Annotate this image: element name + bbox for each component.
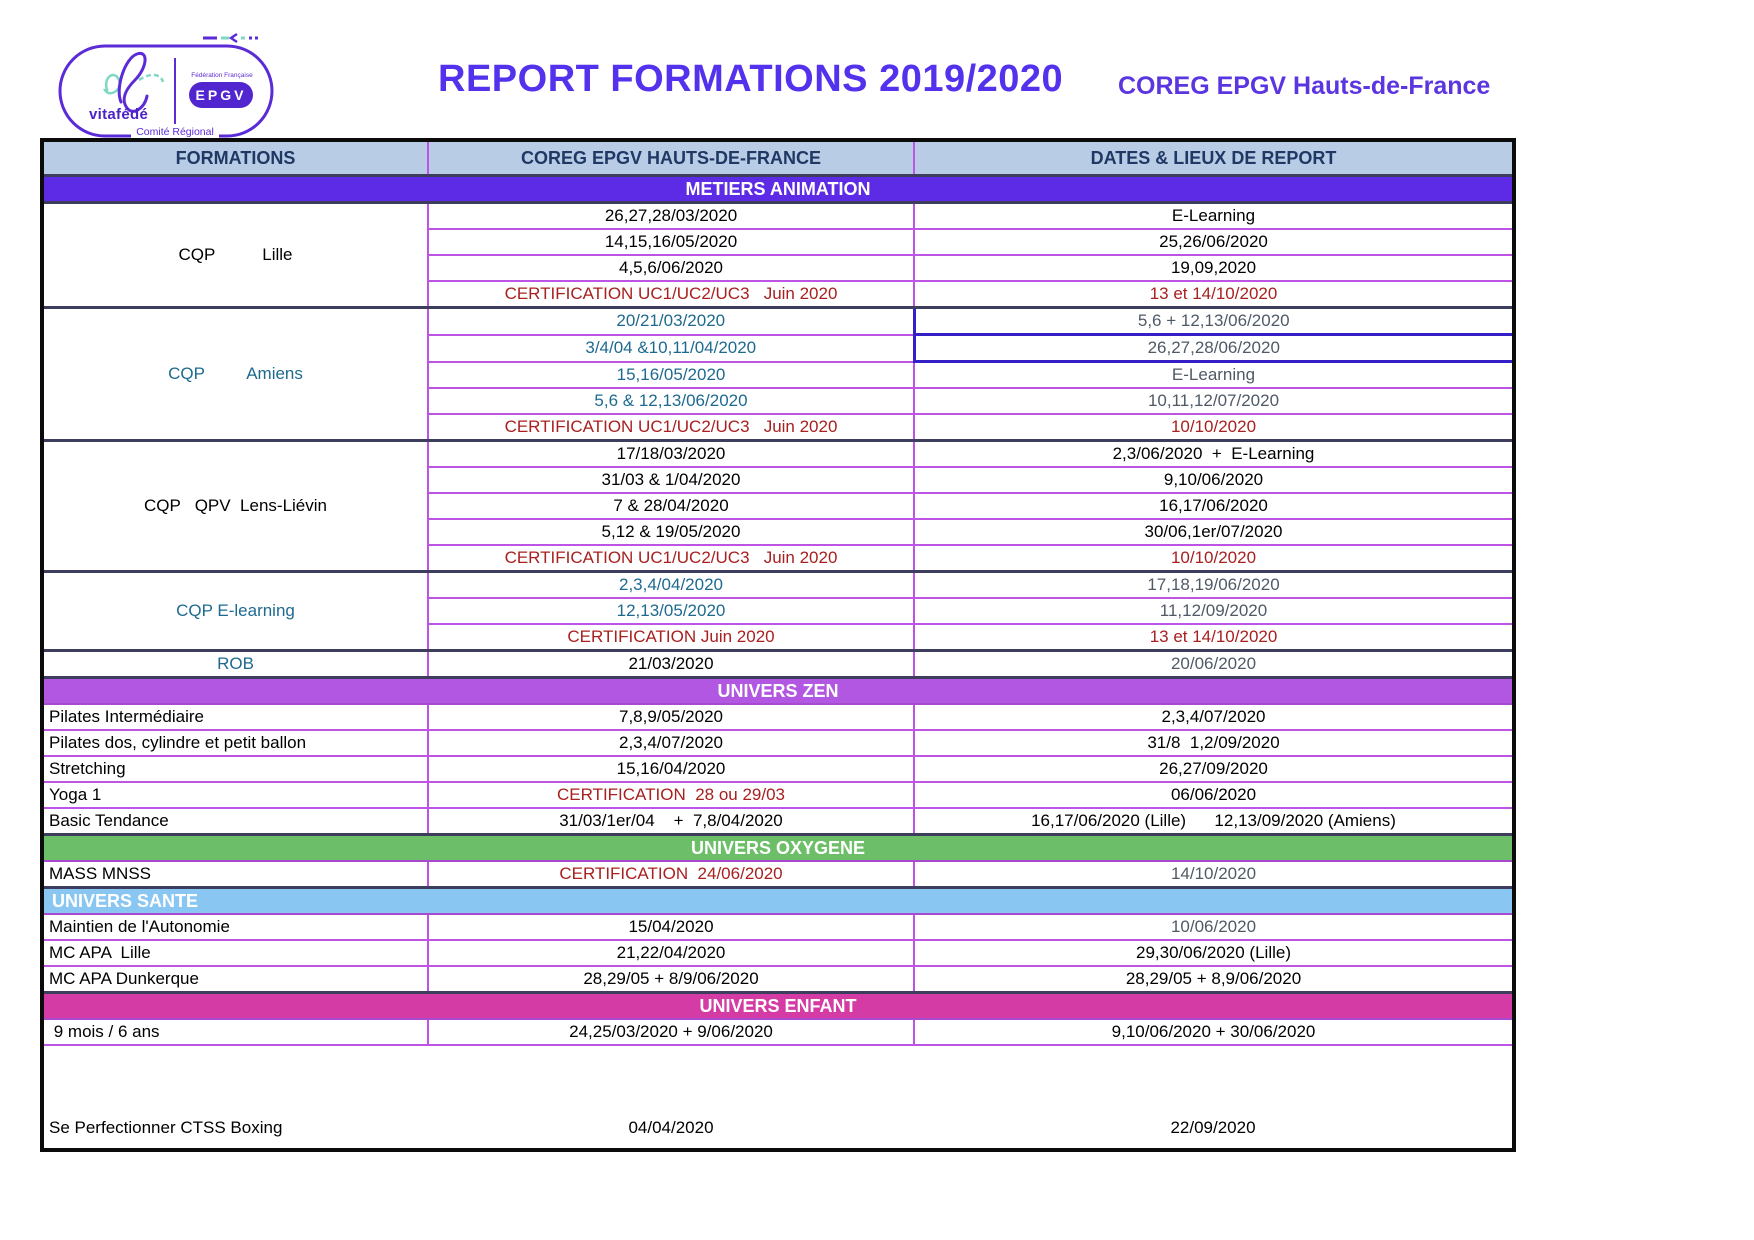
column-header-dates-lieux: DATES & LIEUX DE REPORT xyxy=(914,140,1514,176)
table-row xyxy=(42,441,1514,468)
report-dates-cell: 9,10/06/2020 + 30/06/2020 xyxy=(914,1019,1514,1045)
coreg-session-dates-cell: CERTIFICATION 28 ou 29/03 xyxy=(428,782,914,808)
section-band-row xyxy=(42,678,1514,705)
table-row xyxy=(42,861,1514,888)
formation-cell: Yoga 1 xyxy=(42,782,428,808)
table-row xyxy=(42,966,1514,993)
section-band-label: UNIVERS ENFANT xyxy=(42,993,1514,1020)
report-dates-cell: 10/10/2020 xyxy=(914,545,1514,572)
table-row xyxy=(42,1019,1514,1045)
formation-cell: MASS MNSS xyxy=(42,861,428,888)
report-dates-cell: 16,17/06/2020 (Lille) 12,13/09/2020 (Amiens) xyxy=(914,808,1514,835)
report-dates-cell: 31/8 1,2/09/2020 xyxy=(914,730,1514,756)
formation-cell: CQP Lille xyxy=(42,203,428,308)
table-row xyxy=(42,704,1514,730)
coreg-session-dates-cell: CERTIFICATION Juin 2020 xyxy=(428,624,914,651)
report-dates-cell: 22/09/2020 xyxy=(914,1045,1514,1150)
report-dates-cell: 2,3/06/2020 + E-Learning xyxy=(914,441,1514,468)
coreg-session-dates-cell: 17/18/03/2020 xyxy=(428,441,914,468)
federation-label: Fédération Française xyxy=(191,72,253,79)
coreg-session-dates-cell: 24,25/03/2020 + 9/06/2020 xyxy=(428,1019,914,1045)
coreg-session-dates-cell: 5,6 & 12,13/06/2020 xyxy=(428,388,914,414)
coreg-session-dates-cell: CERTIFICATION 24/06/2020 xyxy=(428,861,914,888)
report-dates-cell: 9,10/06/2020 xyxy=(914,467,1514,493)
formation-cell: Basic Tendance xyxy=(42,808,428,835)
coreg-session-dates-cell: 31/03 & 1/04/2020 xyxy=(428,467,914,493)
table-row xyxy=(42,651,1514,678)
formations-table xyxy=(40,138,1516,1152)
section-band-row xyxy=(42,835,1514,862)
report-dates-cell: E-Learning xyxy=(914,362,1514,389)
report-dates-cell: 10,11,12/07/2020 xyxy=(914,388,1514,414)
formation-cell: Se Perfectionner CTSS Boxing xyxy=(42,1045,428,1150)
coreg-session-dates-cell: 21,22/04/2020 xyxy=(428,940,914,966)
table-header-row xyxy=(42,140,1514,176)
formation-cell: Pilates dos, cylindre et petit ballon xyxy=(42,730,428,756)
formation-cell: Stretching xyxy=(42,756,428,782)
report-dates-cell: 11,12/09/2020 xyxy=(914,598,1514,624)
report-dates-cell: 10/06/2020 xyxy=(914,914,1514,940)
report-dates-cell: 20/06/2020 xyxy=(914,651,1514,678)
page-subtitle: COREG EPGV Hauts-de-France xyxy=(1118,72,1491,100)
vitafede-wordmark: vitafédé xyxy=(89,106,149,123)
coreg-session-dates-cell: 2,3,4/07/2020 xyxy=(428,730,914,756)
report-dates-cell: 14/10/2020 xyxy=(914,861,1514,888)
coreg-session-dates-cell: 28,29/05 + 8/9/06/2020 xyxy=(428,966,914,993)
formation-cell: 9 mois / 6 ans xyxy=(42,1019,428,1045)
column-header-formations: FORMATIONS xyxy=(42,140,428,176)
report-dates-cell: 16,17/06/2020 xyxy=(914,493,1514,519)
section-band-label: UNIVERS SANTE xyxy=(42,888,1514,915)
report-dates-cell: 2,3,4/07/2020 xyxy=(914,704,1514,730)
section-band-label: UNIVERS OXYGENE xyxy=(42,835,1514,862)
coreg-session-dates-cell: 21/03/2020 xyxy=(428,651,914,678)
coreg-session-dates-cell: 26,27,28/03/2020 xyxy=(428,203,914,230)
report-dates-cell: 13 et 14/10/2020 xyxy=(914,624,1514,651)
logo-dashes xyxy=(203,34,261,42)
vitafede-epgv-logo xyxy=(55,28,295,153)
report-dates-cell: 5,6 + 12,13/06/2020 xyxy=(914,308,1514,335)
coreg-session-dates-cell: 31/03/1er/04 + 7,8/04/2020 xyxy=(428,808,914,835)
report-dates-cell: 13 et 14/10/2020 xyxy=(914,281,1514,308)
coreg-session-dates-cell: 20/21/03/2020 xyxy=(428,308,914,335)
formation-cell: CQP E-learning xyxy=(42,572,428,651)
report-dates-cell: 28,29/05 + 8,9/06/2020 xyxy=(914,966,1514,993)
coreg-session-dates-cell: 04/04/2020 xyxy=(428,1045,914,1150)
logo-caption-line1: Comité Régional xyxy=(55,126,295,138)
report-dates-cell: 10/10/2020 xyxy=(914,414,1514,441)
column-header-coreg: COREG EPGV HAUTS-DE-FRANCE xyxy=(428,140,914,176)
formation-cell: CQP Amiens xyxy=(42,308,428,441)
report-dates-cell: 25,26/06/2020 xyxy=(914,229,1514,255)
coreg-session-dates-cell: 15,16/05/2020 xyxy=(428,362,914,389)
coreg-session-dates-cell: 4,5,6/06/2020 xyxy=(428,255,914,281)
report-dates-cell: 06/06/2020 xyxy=(914,782,1514,808)
report-dates-cell: 17,18,19/06/2020 xyxy=(914,572,1514,599)
table-row xyxy=(42,203,1514,230)
formation-cell: CQP QPV Lens-Liévin xyxy=(42,441,428,572)
epgv-badge: EPGV xyxy=(189,82,253,108)
coreg-session-dates-cell: 7 & 28/04/2020 xyxy=(428,493,914,519)
table-row xyxy=(42,940,1514,966)
formation-cell: Pilates Intermédiaire xyxy=(42,704,428,730)
formation-cell: MC APA Dunkerque xyxy=(42,966,428,993)
coreg-session-dates-cell: CERTIFICATION UC1/UC2/UC3 Juin 2020 xyxy=(428,545,914,572)
coreg-session-dates-cell: 12,13/05/2020 xyxy=(428,598,914,624)
formation-cell: ROB xyxy=(42,651,428,678)
report-dates-cell: 26,27,28/06/2020 xyxy=(914,335,1514,362)
report-dates-cell: 26,27/09/2020 xyxy=(914,756,1514,782)
coreg-session-dates-cell: 14,15,16/05/2020 xyxy=(428,229,914,255)
coreg-session-dates-cell: CERTIFICATION UC1/UC2/UC3 Juin 2020 xyxy=(428,281,914,308)
page-title: REPORT FORMATIONS 2019/2020 xyxy=(438,58,1064,100)
coreg-session-dates-cell: 15,16/04/2020 xyxy=(428,756,914,782)
table-row xyxy=(42,782,1514,808)
coreg-session-dates-cell: 5,12 & 19/05/2020 xyxy=(428,519,914,545)
table-row xyxy=(42,756,1514,782)
coreg-session-dates-cell: 2,3,4/04/2020 xyxy=(428,572,914,599)
coreg-session-dates-cell: CERTIFICATION UC1/UC2/UC3 Juin 2020 xyxy=(428,414,914,441)
section-band-label: METIERS ANIMATION xyxy=(42,176,1514,203)
report-dates-cell: 29,30/06/2020 (Lille) xyxy=(914,940,1514,966)
table-row xyxy=(42,572,1514,599)
section-band-row xyxy=(42,176,1514,203)
report-dates-cell: 30/06,1er/07/2020 xyxy=(914,519,1514,545)
table-row xyxy=(42,1045,1514,1150)
section-band-label: UNIVERS ZEN xyxy=(42,678,1514,705)
logo-scribble-mark xyxy=(105,53,163,111)
table-row xyxy=(42,914,1514,940)
coreg-session-dates-cell: 15/04/2020 xyxy=(428,914,914,940)
table-row xyxy=(42,808,1514,835)
report-dates-cell: E-Learning xyxy=(914,203,1514,230)
table-row xyxy=(42,730,1514,756)
report-dates-cell: 19,09,2020 xyxy=(914,255,1514,281)
formation-cell: Maintien de l'Autonomie xyxy=(42,914,428,940)
coreg-session-dates-cell: 3/4/04 &10,11/04/2020 xyxy=(428,335,914,362)
coreg-session-dates-cell: 7,8,9/05/2020 xyxy=(428,704,914,730)
section-band-row xyxy=(42,993,1514,1020)
table-row xyxy=(42,308,1514,335)
formations-table-body xyxy=(42,176,1514,1151)
formation-cell: MC APA Lille xyxy=(42,940,428,966)
section-band-row xyxy=(42,888,1514,915)
